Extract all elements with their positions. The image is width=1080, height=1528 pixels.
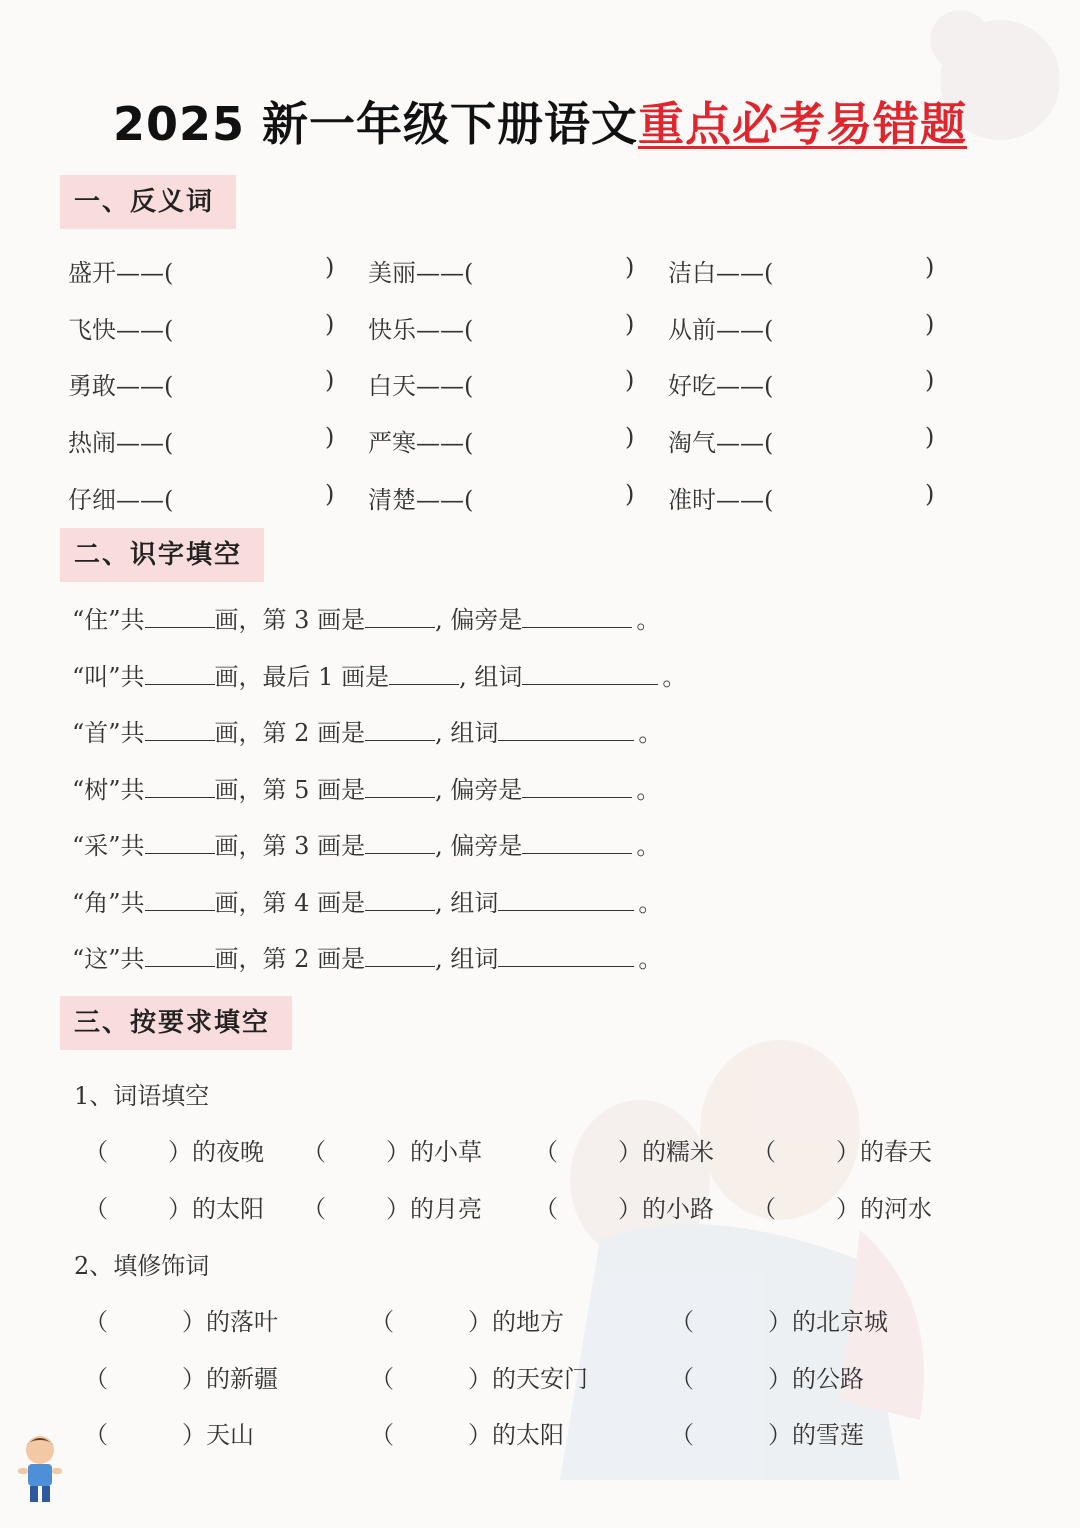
stroke-blank[interactable] <box>365 771 435 798</box>
word-text: 淘气 <box>668 429 716 457</box>
answer-blank[interactable] <box>788 253 920 283</box>
stroke-blank[interactable] <box>365 884 435 911</box>
answer-blank[interactable] <box>788 423 920 453</box>
answer-blank[interactable] <box>112 1189 166 1219</box>
modifier-fill-row <box>0 1415 1080 1455</box>
answer-blank[interactable] <box>488 366 620 396</box>
radical-or-word-prompt: , 组词 <box>435 889 499 917</box>
antonym-word <box>668 366 773 401</box>
antonym-word <box>68 480 173 515</box>
radical-or-word-prompt: , 偏旁是 <box>435 832 523 860</box>
dash-paren: ——( <box>716 486 774 514</box>
close-paren: ) <box>625 310 635 338</box>
phrase-text: ）的河水 <box>836 1195 932 1223</box>
open-paren: （ <box>84 1138 108 1166</box>
stroke-blank[interactable] <box>365 714 435 741</box>
antonym-word <box>368 310 473 345</box>
phrase-text: ）的夜晚 <box>168 1138 264 1166</box>
answer-blank[interactable] <box>188 366 320 396</box>
antonym-word <box>68 253 173 288</box>
open-paren: （ <box>670 1421 694 1449</box>
open-paren: （ <box>370 1421 394 1449</box>
word-fill-row <box>0 1132 1080 1172</box>
period: 。 <box>638 889 663 917</box>
answer-blank[interactable] <box>330 1189 384 1219</box>
antonym-row <box>0 423 1080 463</box>
period: 。 <box>638 945 663 973</box>
character-label: “这”共 <box>72 945 145 973</box>
radical-or-word-prompt: , 偏旁是 <box>435 606 523 634</box>
word-text: 从前 <box>668 316 716 344</box>
antonym-word <box>368 423 473 458</box>
character-row <box>0 770 1080 810</box>
dash-paren: ——( <box>116 316 174 344</box>
phrase-text: ）的天安门 <box>468 1365 588 1393</box>
close-paren: ) <box>625 423 635 451</box>
dash-paren: ——( <box>716 372 774 400</box>
phrase-text: ）的太阳 <box>468 1421 564 1449</box>
open-paren: （ <box>752 1195 776 1223</box>
character-label: “叫”共 <box>72 663 145 691</box>
answer-blank[interactable] <box>112 1302 180 1332</box>
character-label: “采”共 <box>72 832 145 860</box>
character-row <box>0 600 1080 640</box>
dash-paren: ——( <box>116 372 174 400</box>
answer-blank[interactable] <box>522 601 632 628</box>
open-paren: （ <box>84 1308 108 1336</box>
antonym-word <box>668 480 773 515</box>
stroke-count-blank[interactable] <box>145 827 215 854</box>
answer-blank[interactable] <box>698 1302 766 1332</box>
word-text: 快乐 <box>368 316 416 344</box>
radical-or-word-prompt: , 组词 <box>435 719 499 747</box>
answer-blank[interactable] <box>788 310 920 340</box>
dash-paren: ——( <box>416 429 474 457</box>
children-illustration <box>560 1040 924 1480</box>
answer-blank[interactable] <box>398 1359 466 1389</box>
period: 。 <box>636 606 661 634</box>
phrase-text: ）天山 <box>182 1421 254 1449</box>
antonym-row <box>0 310 1080 350</box>
close-paren: ) <box>625 253 635 281</box>
period: 。 <box>662 663 687 691</box>
word-text: 严寒 <box>368 429 416 457</box>
dash-paren: ——( <box>116 486 174 514</box>
open-paren: （ <box>302 1138 326 1166</box>
close-paren: ) <box>925 253 935 281</box>
word-text: 勇敢 <box>68 372 116 400</box>
close-paren: ) <box>925 366 935 394</box>
title-main: 2025 新一年级下册语文 <box>112 97 639 151</box>
phrase-text: ）的月亮 <box>386 1195 482 1223</box>
answer-blank[interactable] <box>488 480 620 510</box>
phrase-text: ）的落叶 <box>182 1308 278 1336</box>
word-text: 盛开 <box>68 259 116 287</box>
stroke-prompt: 画，最后 1 画是 <box>214 663 390 691</box>
section-heading-fill-requirements: 三、按要求填空 <box>60 996 292 1050</box>
answer-blank[interactable] <box>188 310 320 340</box>
part1-label: 1、词语填空 <box>74 1082 210 1110</box>
phrase-text: ）的太阳 <box>168 1195 264 1223</box>
stroke-prompt: 画，第 3 画是 <box>214 606 366 634</box>
antonym-word <box>668 310 773 345</box>
character-line <box>72 770 660 805</box>
close-paren: ) <box>325 423 335 451</box>
stroke-blank[interactable] <box>365 601 435 628</box>
answer-blank[interactable] <box>562 1189 616 1219</box>
word-text: 热闹 <box>68 429 116 457</box>
radical-or-word-prompt: , 偏旁是 <box>435 776 523 804</box>
close-paren: ) <box>625 480 635 508</box>
word-text: 飞快 <box>68 316 116 344</box>
antonym-word <box>68 423 173 458</box>
close-paren: ) <box>925 310 935 338</box>
antonym-word <box>68 310 173 345</box>
dash-paren: ——( <box>416 372 474 400</box>
phrase-text: ）的地方 <box>468 1308 564 1336</box>
stroke-prompt: 画，第 3 画是 <box>214 832 366 860</box>
close-paren: ) <box>925 480 935 508</box>
word-text: 美丽 <box>368 259 416 287</box>
word-fill-row <box>0 1189 1080 1229</box>
answer-blank[interactable] <box>522 827 632 854</box>
answer-blank[interactable] <box>698 1359 766 1389</box>
stroke-prompt: 画，第 2 画是 <box>214 719 366 747</box>
answer-blank[interactable] <box>398 1415 466 1445</box>
character-label: “住”共 <box>72 606 145 634</box>
answer-blank[interactable] <box>112 1359 180 1389</box>
answer-blank[interactable] <box>488 310 620 340</box>
antonym-word <box>668 423 773 458</box>
section-heading-character-fill: 二、识字填空 <box>60 528 264 582</box>
close-paren: ) <box>325 310 335 338</box>
dash-paren: ——( <box>416 316 474 344</box>
answer-blank[interactable] <box>562 1132 616 1162</box>
close-paren: ) <box>325 480 335 508</box>
stroke-prompt: 画，第 2 画是 <box>214 945 366 973</box>
character-line <box>72 826 660 861</box>
dash-paren: ——( <box>116 259 174 287</box>
antonym-word <box>668 253 773 288</box>
phrase-text: ）的小草 <box>386 1138 482 1166</box>
answer-blank[interactable] <box>398 1302 466 1332</box>
stroke-count-blank[interactable] <box>145 884 215 911</box>
title-highlight: 重点必考易错题 <box>638 97 968 151</box>
open-paren: （ <box>302 1195 326 1223</box>
character-row <box>0 826 1080 866</box>
dash-paren: ——( <box>716 259 774 287</box>
answer-blank[interactable] <box>188 253 320 283</box>
answer-blank[interactable] <box>698 1415 766 1445</box>
phrase-text: ）的糯米 <box>618 1138 714 1166</box>
answer-blank[interactable] <box>488 253 620 283</box>
open-paren: （ <box>84 1365 108 1393</box>
phrase-text: ）的小路 <box>618 1195 714 1223</box>
stroke-count-blank[interactable] <box>145 601 215 628</box>
part2-label: 2、填修饰词 <box>74 1252 210 1280</box>
character-line <box>72 883 662 918</box>
antonym-row <box>0 480 1080 520</box>
open-paren: （ <box>84 1195 108 1223</box>
page-title <box>0 88 1080 154</box>
stroke-count-blank[interactable] <box>145 658 215 685</box>
character-label: “首”共 <box>72 719 145 747</box>
answer-blank[interactable] <box>188 480 320 510</box>
answer-blank[interactable] <box>780 1132 834 1162</box>
stroke-count-blank[interactable] <box>145 940 215 967</box>
dash-paren: ——( <box>416 486 474 514</box>
word-text: 好吃 <box>668 372 716 400</box>
answer-blank[interactable] <box>188 423 320 453</box>
open-paren: （ <box>534 1195 558 1223</box>
answer-blank[interactable] <box>498 884 634 911</box>
section-heading-antonyms: 一、反义词 <box>60 175 236 229</box>
character-line <box>72 657 686 692</box>
stroke-prompt: 画，第 4 画是 <box>214 889 366 917</box>
antonym-row <box>0 253 1080 293</box>
character-line <box>72 939 662 974</box>
phrase-text: ）的雪莲 <box>768 1421 864 1449</box>
phrase-text: ）的春天 <box>836 1138 932 1166</box>
open-paren: （ <box>370 1365 394 1393</box>
character-row <box>0 657 1080 697</box>
phrase-text: ）的公路 <box>768 1365 864 1393</box>
answer-blank[interactable] <box>522 658 658 685</box>
character-row <box>0 883 1080 923</box>
antonym-word <box>368 253 473 288</box>
antonym-word <box>368 366 473 401</box>
dash-paren: ——( <box>716 429 774 457</box>
phrase-text: ）的新疆 <box>182 1365 278 1393</box>
close-paren: ) <box>925 423 935 451</box>
character-label: “树”共 <box>72 776 145 804</box>
word-text: 仔细 <box>68 486 116 514</box>
period: 。 <box>636 776 661 804</box>
period: 。 <box>638 719 663 747</box>
antonym-row <box>0 366 1080 406</box>
answer-blank[interactable] <box>780 1189 834 1219</box>
answer-blank[interactable] <box>788 366 920 396</box>
word-text: 白天 <box>368 372 416 400</box>
open-paren: （ <box>534 1138 558 1166</box>
word-text: 清楚 <box>368 486 416 514</box>
stroke-blank[interactable] <box>389 658 459 685</box>
stroke-count-blank[interactable] <box>145 714 215 741</box>
open-paren: （ <box>370 1308 394 1336</box>
modifier-fill-row <box>0 1359 1080 1399</box>
close-paren: ) <box>625 366 635 394</box>
radical-or-word-prompt: , 组词 <box>459 663 523 691</box>
answer-blank[interactable] <box>498 940 634 967</box>
character-line <box>72 600 660 635</box>
answer-blank[interactable] <box>498 714 634 741</box>
answer-blank[interactable] <box>112 1415 180 1445</box>
stroke-blank[interactable] <box>365 940 435 967</box>
character-row <box>0 713 1080 753</box>
radical-or-word-prompt: , 组词 <box>435 945 499 973</box>
close-paren: ) <box>325 253 335 281</box>
answer-blank[interactable] <box>788 480 920 510</box>
phrase-text: ）的北京城 <box>768 1308 888 1336</box>
dash-paren: ——( <box>716 316 774 344</box>
open-paren: （ <box>670 1308 694 1336</box>
dash-paren: ——( <box>116 429 174 457</box>
stroke-prompt: 画，第 5 画是 <box>214 776 366 804</box>
open-paren: （ <box>752 1138 776 1166</box>
answer-blank[interactable] <box>112 1132 166 1162</box>
character-line <box>72 713 662 748</box>
close-paren: ) <box>325 366 335 394</box>
antonym-word <box>368 480 473 515</box>
modifier-fill-row <box>0 1302 1080 1342</box>
answer-blank[interactable] <box>330 1132 384 1162</box>
stroke-count-blank[interactable] <box>145 771 215 798</box>
stroke-blank[interactable] <box>365 827 435 854</box>
antonym-word <box>68 366 173 401</box>
open-paren: （ <box>670 1365 694 1393</box>
answer-blank[interactable] <box>488 423 620 453</box>
character-row <box>0 939 1080 979</box>
character-label: “角”共 <box>72 889 145 917</box>
period: 。 <box>636 832 661 860</box>
word-text: 洁白 <box>668 259 716 287</box>
dash-paren: ——( <box>416 259 474 287</box>
answer-blank[interactable] <box>522 771 632 798</box>
word-text: 准时 <box>668 486 716 514</box>
open-paren: （ <box>84 1421 108 1449</box>
